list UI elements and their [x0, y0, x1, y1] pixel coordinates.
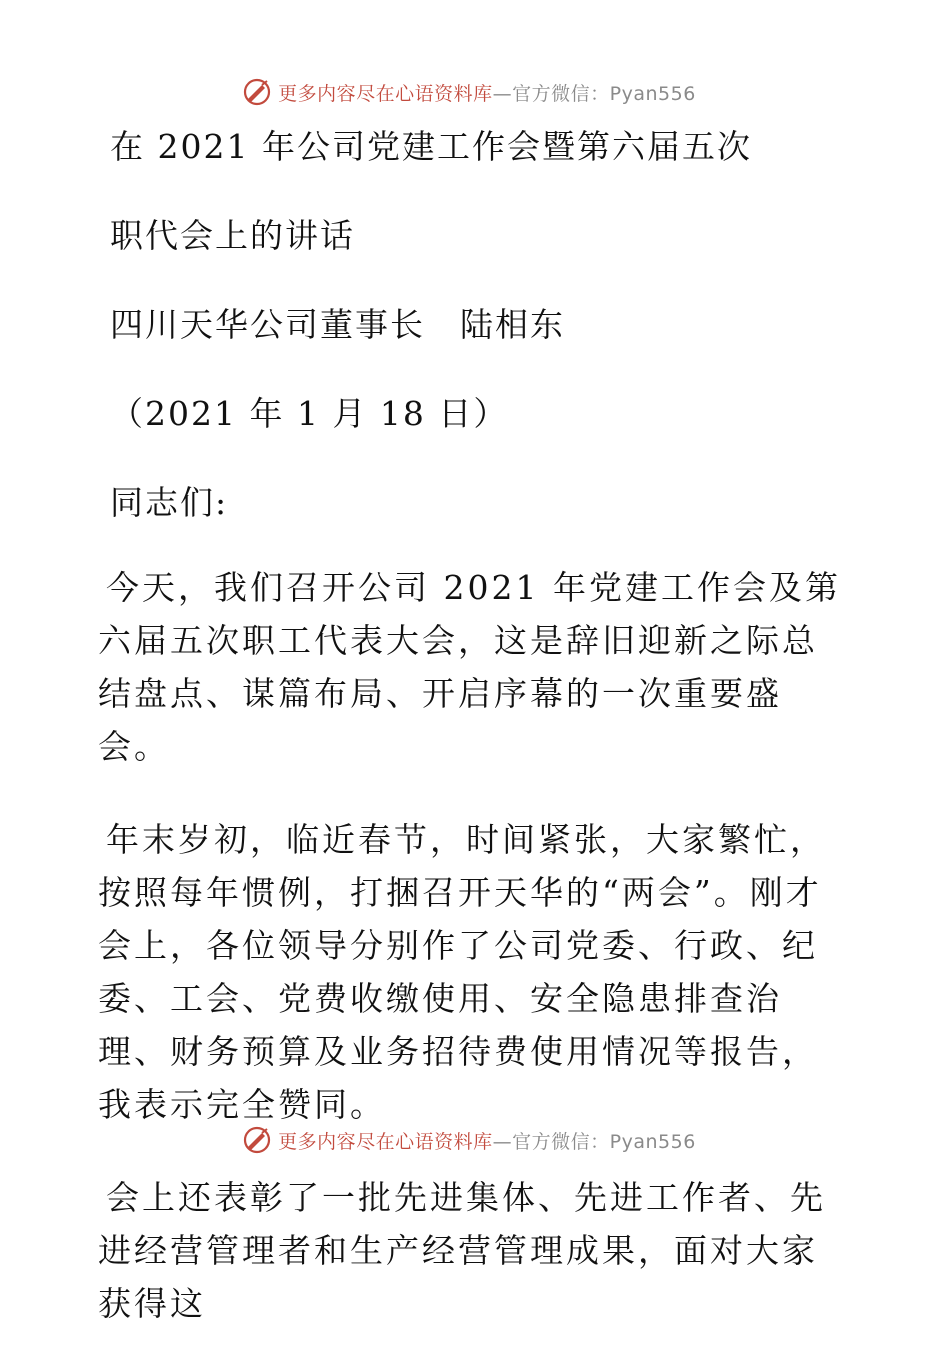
document-title-line-2: 职代会上的讲话: [110, 216, 355, 255]
watermark-promo-text: 更多内容尽在心语资料库: [278, 1130, 493, 1153]
document-body: [98, 122, 850, 1370]
watermark-dash: —: [492, 82, 513, 105]
watermark-footer: [0, 1120, 950, 1160]
pen-circle-logo-icon: [242, 77, 272, 107]
watermark-header: [0, 72, 950, 112]
date-line: （2021 年 1 月 18 日）: [110, 394, 509, 433]
document-title-line-1: 在 2021 年公司党建工作会暨第六届五次: [110, 127, 752, 166]
pen-circle-logo-icon: [242, 1125, 272, 1155]
speaker-line: 四川天华公司董事长 陆相东: [110, 305, 565, 344]
paragraph-1: 今天，我们召开公司 2021 年党建工作会及第六届五次职工代表大会，这是辞旧迎新之际总结盘点、谋篇布局、开启序幕的一次重要盛会。: [98, 568, 841, 766]
watermark-wechat-text: 官方微信：Pyan556: [512, 1130, 696, 1153]
greeting-line: 同志们:: [110, 483, 229, 522]
paragraph-2: 年末岁初，临近春节，时间紧张，大家繁忙，按照每年惯例，打捆召开天华的“两会”。刚才会上，各位领导分别作了公司党委、行政、纪委、工会、党费收缴使用、安全隐患排查治理、财务预算及业务招待费使用情况等报告，我表示完全赞同。: [98, 820, 826, 1124]
watermark-promo-text: 更多内容尽在心语资料库: [278, 82, 493, 105]
paragraph-3: 会上还表彰了一批先进集体、先进工作者、先进经营管理者和生产经营管理成果，面对大家获得这: [98, 1178, 826, 1323]
watermark-wechat-text: 官方微信：Pyan556: [512, 82, 696, 105]
watermark-dash: —: [492, 1130, 513, 1153]
